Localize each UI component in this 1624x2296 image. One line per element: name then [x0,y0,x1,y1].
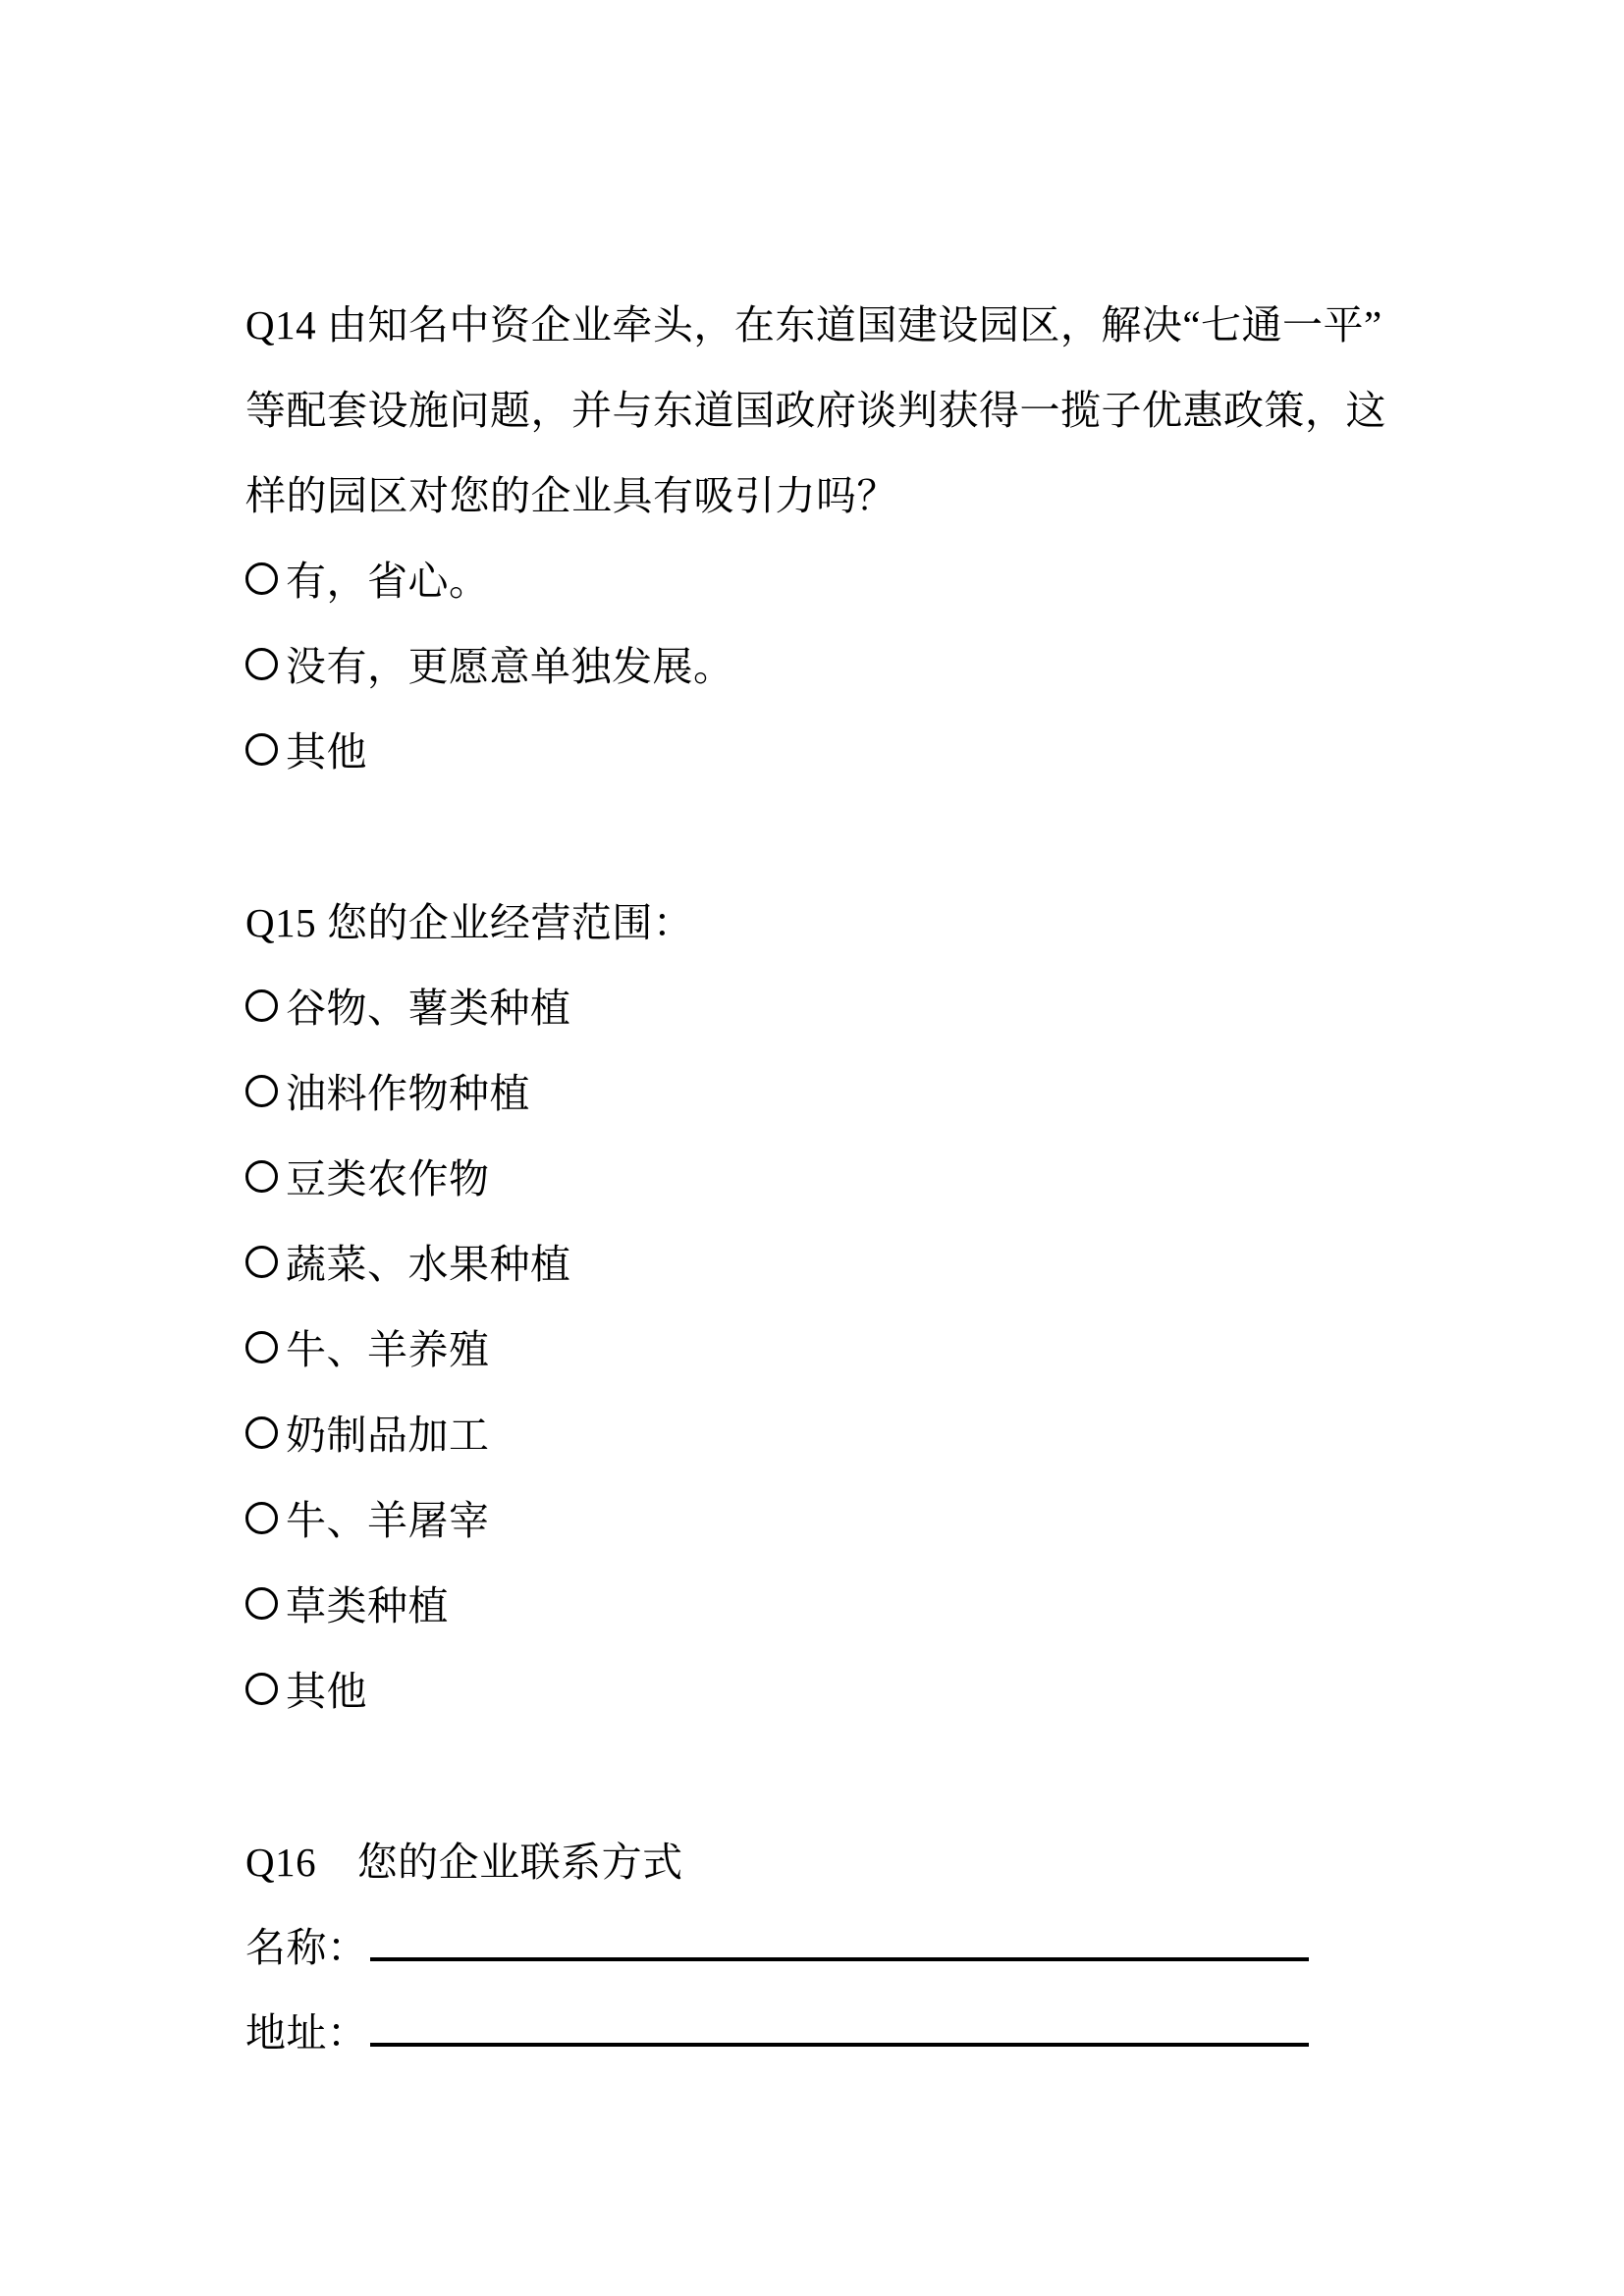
q14-option-2-label: 没有，更愿意单独发展。 [286,644,734,689]
q15-option-5-label: 牛、羊养殖 [286,1327,490,1372]
q14-question-line-2: 等配套设施问题，并与东道国政府谈判获得一揽子优惠政策，这 [245,388,1386,433]
radio-circle-icon[interactable] [245,1331,278,1363]
questionnaire-content [245,283,1404,2076]
q15-option-2[interactable] [245,1051,1404,1137]
q15-option-6-label: 奶制品加工 [286,1413,490,1458]
q15-option-4-label: 蔬菜、水果种植 [286,1242,571,1287]
q15-option-9[interactable] [245,1649,1404,1735]
q15-option-1[interactable] [245,966,1404,1051]
address-field-label: 地址： [245,2010,368,2056]
q15-option-7-label: 牛、羊屠宰 [286,1498,490,1543]
address-input-line[interactable] [370,2039,1309,2047]
q15-option-5[interactable] [245,1308,1404,1393]
radio-circle-icon[interactable] [245,1502,278,1534]
q14-option-1[interactable] [245,539,1404,624]
radio-circle-icon[interactable] [245,648,278,680]
radio-circle-icon[interactable] [245,562,278,595]
q16-address-field-row [245,1991,1404,2076]
name-input-line[interactable] [370,1953,1309,1961]
q15-option-8-label: 草类种植 [286,1583,449,1629]
q14-option-3-label: 其他 [286,729,367,774]
q15-option-2-label: 油料作物种植 [286,1071,530,1116]
q15-option-8[interactable] [245,1564,1404,1649]
radio-circle-icon[interactable] [245,1075,278,1107]
q15-option-3-label: 豆类农作物 [286,1156,490,1201]
q15-option-9-label: 其他 [286,1669,367,1714]
q15-option-6[interactable] [245,1393,1404,1478]
radio-circle-icon[interactable] [245,1246,278,1278]
q16-question-title: Q16 您的企业联系方式 [245,1840,683,1885]
q16-name-field-row [245,1905,1404,1991]
radio-circle-icon[interactable] [245,1416,278,1449]
q15-option-7[interactable] [245,1478,1404,1564]
radio-circle-icon[interactable] [245,1587,278,1620]
q14-option-1-label: 有，省心。 [286,559,490,604]
q15-option-1-label: 谷物、薯类种植 [286,986,571,1031]
radio-circle-icon[interactable] [245,733,278,766]
q14-question-line-1: Q14 由知名中资企业牵头，在东道国建设园区，解决“七通一平” [245,302,1382,347]
radio-circle-icon[interactable] [245,1160,278,1193]
blank-line [245,1735,1404,1820]
q14-option-2[interactable] [245,624,1404,710]
q14-option-3[interactable] [245,710,1404,795]
q15-option-4[interactable] [245,1222,1404,1308]
radio-circle-icon[interactable] [245,989,278,1022]
radio-circle-icon[interactable] [245,1673,278,1705]
q15-option-3[interactable] [245,1137,1404,1222]
q14-question-line-3: 样的园区对您的企业具有吸引力吗？ [245,473,897,518]
name-field-label: 名称： [245,1925,368,1970]
q15-question-title: Q15 您的企业经营范围： [245,900,694,945]
blank-line [245,795,1404,881]
